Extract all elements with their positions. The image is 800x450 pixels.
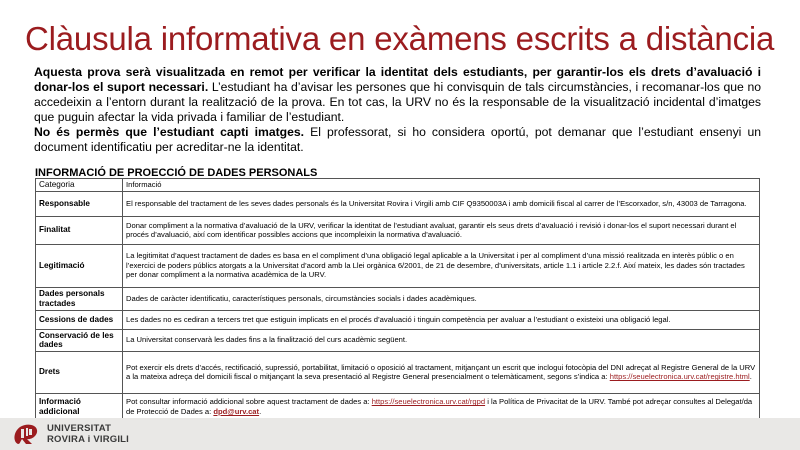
university-name bbox=[47, 423, 129, 445]
table-row bbox=[36, 310, 760, 329]
table-row bbox=[36, 244, 760, 287]
row-info: Les dades no es cediran a tercers tret que estiguin implicats en el procés d’avaluació i tinguin competència per avaluar a l’estudiant o existeixi una obligació legal. bbox=[123, 310, 760, 329]
header-information: Informació bbox=[123, 179, 760, 192]
row-info: La Universitat conservarà les dades fins a la finalització del curs acadèmic següent. bbox=[123, 329, 760, 351]
university-name-line1: UNIVERSITAT bbox=[47, 423, 112, 434]
row-info-after: . bbox=[749, 372, 752, 382]
row-category: Legitimació bbox=[36, 244, 123, 287]
row-info-mid: i la Política de Privacitat de la URV. També pot adreçar consultes al Delegat/da de Protecció de Dades a: bbox=[126, 397, 753, 416]
row-category: Dades personals tractades bbox=[36, 287, 123, 310]
row-info-text: Pot exercir els drets d’accés, rectificació, supressió, portabilitat, limitació o oposició al tractament, mitjançant un escrit que inclogui fotocòpia del DNI adreçat al Registre General de la URV a la mateixa adreça del domicili fiscal o mitjançant la seva presentació al Registre General presencialment o telemàticament, segons s’indica a: bbox=[126, 362, 756, 382]
section-title: INFORMACIÓ DE PROECCIÓ DE DADES PERSONALS bbox=[35, 167, 318, 179]
intro-p2-bold: No és permès que l’estudiant capti imatges. bbox=[34, 125, 305, 139]
row-category: Cessions de dades bbox=[36, 310, 123, 329]
table-row bbox=[36, 287, 760, 310]
table-row bbox=[36, 329, 760, 351]
intro-text bbox=[34, 65, 761, 155]
table-row bbox=[36, 191, 760, 216]
table-row bbox=[36, 216, 760, 244]
row-info bbox=[123, 393, 760, 420]
university-name-line2: ROVIRA i VIRGILI bbox=[47, 434, 130, 445]
row-info: Dades de caràcter identificatiu, característiques personals, circumstàncies socials i dades acadèmiques. bbox=[123, 287, 760, 310]
data-protection-table bbox=[35, 178, 760, 421]
row-category: Finalitat bbox=[36, 216, 123, 244]
page-title: Clàusula informativa en exàmens escrits a distància bbox=[25, 20, 775, 57]
row-category: Responsable bbox=[36, 191, 123, 216]
table-header-row bbox=[36, 179, 760, 192]
row-info-text: Pot consultar informació addicional sobre aquest tractament de dades a: bbox=[126, 397, 372, 407]
intro-p1-text: L’estudiant ha d’avisar les persones que hi convisquin de tals circumstàncies, i recomanar-los que no accedeixin a l’entorn durant la realització de la prova. En tot cas, la URV no és la responsable de la visualització incidental d’imatges que puguin afectar la vida privada i familiar de l’estudiant. bbox=[34, 80, 761, 124]
dpd-email-link[interactable]: dpd@urv.cat bbox=[213, 406, 260, 416]
header-category: Categoria bbox=[36, 179, 123, 192]
intro-paragraph-2 bbox=[34, 125, 761, 155]
row-category: Informació addicional bbox=[36, 393, 123, 420]
urv-logo-icon bbox=[12, 422, 40, 446]
row-info: Donar compliment a la normativa d’avaluació de la URV, verificar la identitat de l’estudiant avaluat, garantir els seus drets d’avaluació i revisió i donar-los el suport necessari durant el procés d’avaluació, així com identificar possibles accions que incompleixin la normativa d’avaluació. bbox=[123, 216, 760, 244]
intro-p1-bold: Aquesta prova serà visualitzada en remot per verificar la identitat dels estudiants, per garantir-los els drets d’avaluació i donar-los el suport necessari. bbox=[34, 65, 761, 94]
registre-link[interactable]: https://seuelectronica.urv.cat/registre.html bbox=[609, 372, 750, 382]
table-row bbox=[36, 393, 760, 420]
row-info: El responsable del tractament de les seves dades personals és la Universitat Rovira i Virgili amb CIF Q9350003A i amb domicili fiscal al carrer de l’Escorxador, s/n, 43003 de Tarragona. bbox=[123, 191, 760, 216]
footer bbox=[0, 418, 800, 450]
rgpd-link[interactable]: https://seuelectronica.urv.cat/rgpd bbox=[371, 397, 486, 407]
row-info: La legitimitat d’aquest tractament de dades es basa en el compliment d’una obligació legal aplicable a la Universitat i per al compliment d’una missió realitzada en interès públic o en l’exercici de poders públics atorgats a la Universitat d’acord amb la Llei orgànica 6/2001, de 21 de desembre, d’universitats, article 1.1 i article 2.2.f. Així mateix, les dades són tractades per donar compliment a la normativa acadèmica de la URV. bbox=[123, 244, 760, 287]
table-row bbox=[36, 351, 760, 393]
row-info bbox=[123, 351, 760, 393]
intro-p2-text: El professorat, si ho considera oportú, pot demanar que l’estudiant ensenyi un document identificatiu per acreditar-ne la identitat. bbox=[34, 125, 761, 154]
row-category: Conservació de les dades bbox=[36, 329, 123, 351]
intro-paragraph-1 bbox=[34, 65, 761, 125]
row-info-after: . bbox=[259, 406, 262, 416]
row-category: Drets bbox=[36, 351, 123, 393]
